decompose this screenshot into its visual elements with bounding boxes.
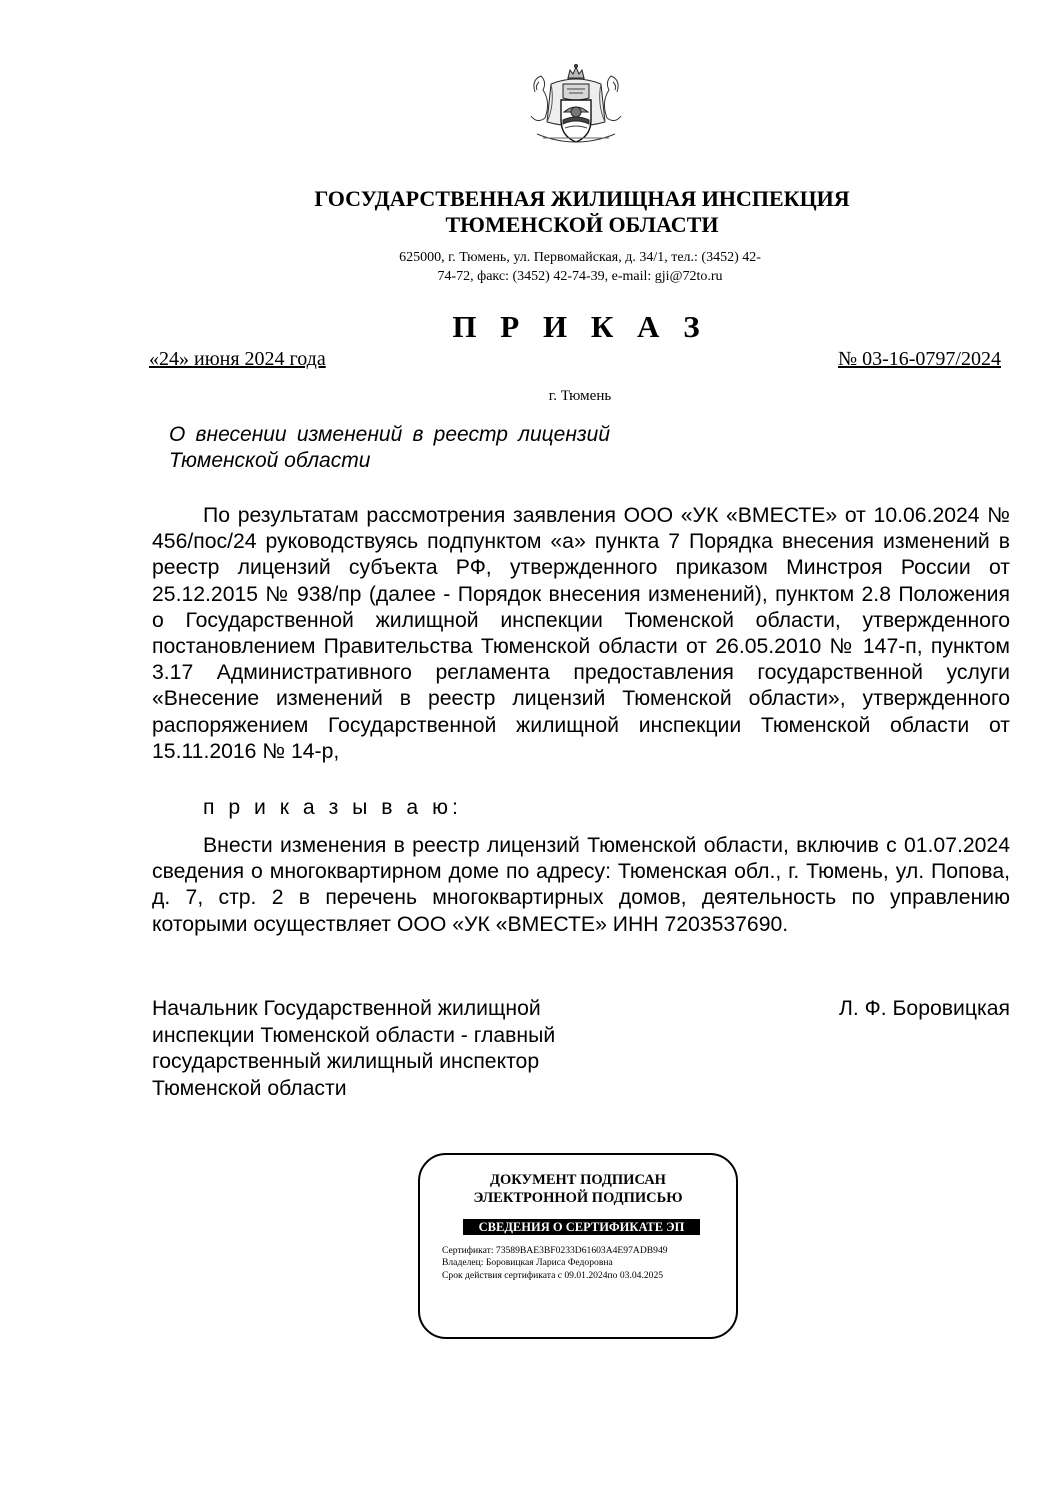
signatory-position-line3: государственный жилищный инспектор (152, 1050, 540, 1073)
electronic-signature-stamp (418, 1153, 738, 1339)
certificate-validity: Срок действия сертификата с 09.01.2024по 03.04.2025 (442, 1269, 664, 1281)
coat-of-arms-emblem (521, 62, 631, 148)
certificate-serial: Сертификат: 73589BAE3BF0233D61603A4E97ADB949 (442, 1245, 668, 1256)
document-number: № 03-16-0797/2024 (838, 348, 1001, 370)
organization-name-line1: ГОСУДАРСТВЕННАЯ ЖИЛИЩНАЯ ИНСПЕКЦИЯ (314, 186, 850, 211)
signatory-position-line1: Начальник Государственной жилищной (152, 997, 541, 1020)
body-paragraph-order: Внести изменения в реестр лицензий Тюменской области, включив с 01.07.2024 сведения о многоквартирном доме по адресу: Тюменская обл., г. Тюмень, ул. Попова, д. 7, стр. 2 в перечень многоквартирных домов, деятельность по управлению которыми осуществляет ООО «УК «ВМЕСТЕ» ИНН 7203537690. (152, 834, 1010, 936)
address-line1: 625000, г. Тюмень, ул. Первомайская, д. 34/1, тел.: (3452) 42- (399, 250, 761, 265)
stamp-title (420, 1171, 736, 1207)
certificate-header-bar: СВЕДЕНИЯ О СЕРТИФИКАТЕ ЭП (463, 1219, 700, 1235)
document-subject: О внесении изменений в реестр лицензий Тюменской области (169, 423, 610, 472)
organization-address (360, 248, 800, 286)
order-word: п р и к а з ы в а ю: (203, 796, 462, 819)
signatory-position-line4: Тюменской области (152, 1076, 347, 1100)
stamp-title-line2: ЭЛЕКТРОННОЙ ПОДПИСЬЮ (473, 1190, 683, 1206)
document-date: «24» июня 2024 года (149, 348, 326, 370)
organization-name-line2: ТЮМЕНСКОЙ ОБЛАСТИ (445, 212, 719, 237)
stamp-title-line1: ДОКУМЕНТ ПОДПИСАН (490, 1172, 666, 1188)
body-paragraph-basis: По результатам рассмотрения заявления ООО «УК «ВМЕСТЕ» от 10.06.2024 № 456/пос/24 руководствуясь подпунктом «а» пункта 7 Порядка внесения изменений в реестр лицензий субъекта РФ, утвержденного приказом Минстроя России от 25.12.2015 № 938/пр (далее - Порядок внесения изменений), пунктом 2.8 Положения о Государственной жилищной инспекции Тюменской области, утвержденного постановлением Правительства Тюменской области от 26.05.2010 № 147-п, пунктом 3.17 Административного регламента предоставления государственной услуги «Внесение изменений в реестр лицензий Тюменской области», утвержденного распоряжением Государственной жилищной инспекции Тюменской области от 15.11.2016 № 14-р, (152, 504, 1010, 763)
address-line2: 74-72, факс: (3452) 42-74-39, e-mail: gji@72to.ru (437, 269, 723, 284)
organization-name (250, 186, 914, 238)
signatory-position-line2: инспекции Тюменской области - главный (152, 1023, 556, 1047)
certificate-details (442, 1245, 668, 1282)
document-type-title: П Р И К А З (452, 309, 708, 344)
certificate-owner: Владелец: Боровицкая Лариса Федоровна (442, 1257, 613, 1269)
document-city: г. Тюмень (548, 388, 612, 404)
signatory-position (152, 996, 622, 1102)
signatory-name: Л. Ф. Боровицкая (838, 997, 1010, 1020)
